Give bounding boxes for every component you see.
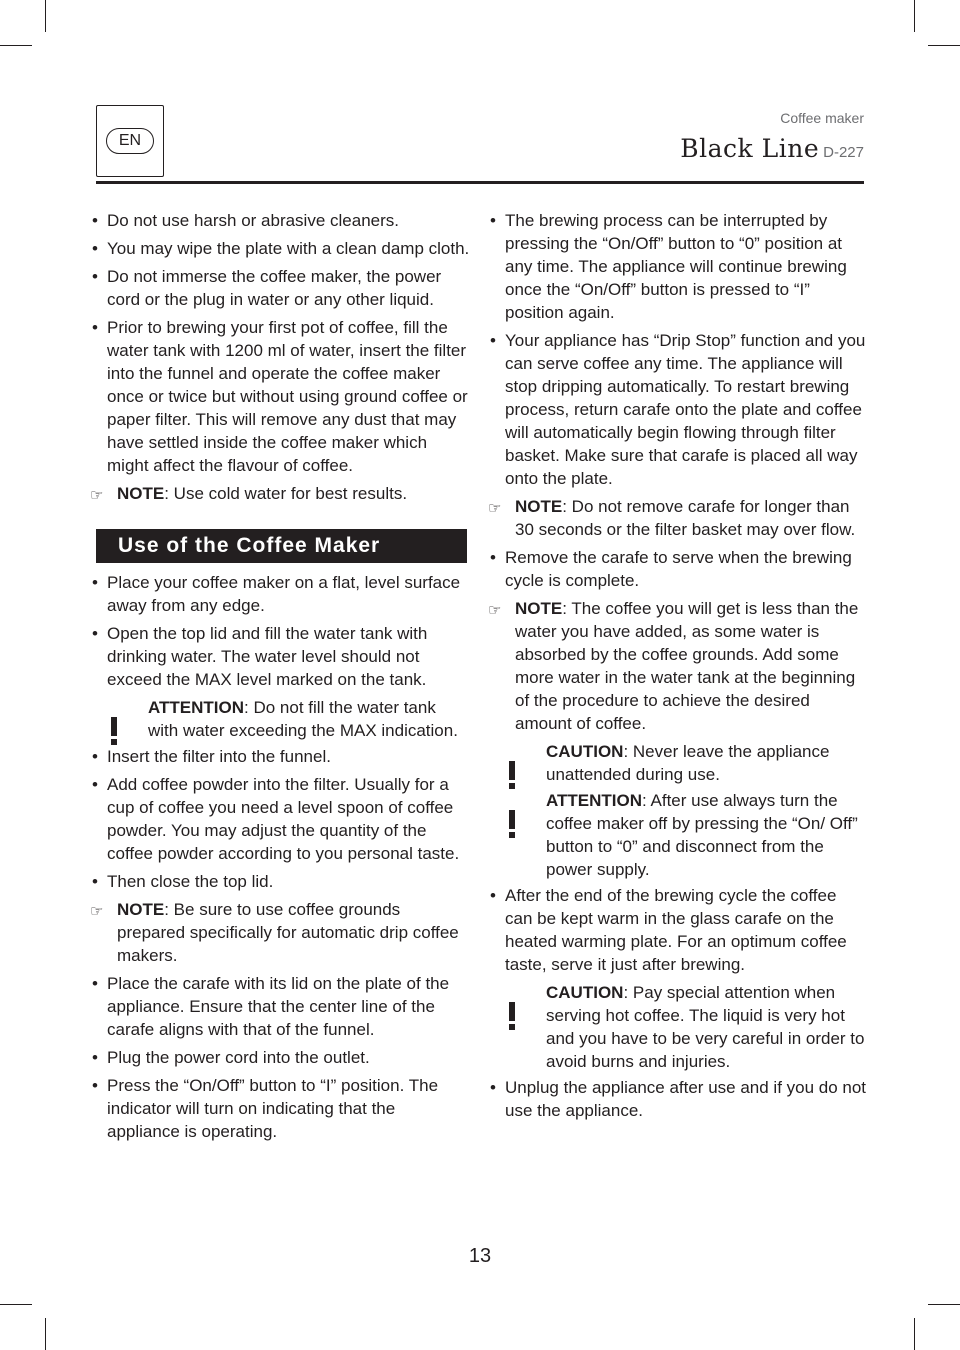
list-item: • Insert the filter into the funnel. — [92, 747, 331, 766]
list-item: • Your appliance has “Drip Stop” function and you can serve coffee any time. The appliance will stop dripping automatically. To restart brewing process, return carafe onto the plate and coffee will automatically begin flowing through filter basket. Make sure that carafe is placed all way onto the plate. — [490, 331, 866, 488]
crop-mark — [928, 1304, 960, 1305]
crop-mark — [0, 1304, 32, 1305]
product-name: Coffee maker — [780, 110, 864, 126]
crop-mark — [45, 1318, 46, 1350]
brand-name: Black Line — [680, 134, 820, 163]
caution-notice: CAUTION: Never leave the appliance unattended during use. — [488, 740, 868, 786]
pointing-hand-icon: ☞ — [90, 903, 104, 920]
list-item: • Prior to brewing your first pot of coffee, fill the water tank with 1200 ml of water, insert the filter into the funnel and operate the coffee maker once or twice but without using ground coffee or paper filter. This will remove any dust that may have settled inside the coffee maker which might affect the flavour of coffee. — [92, 318, 468, 475]
crop-mark — [45, 0, 46, 32]
warning-icon — [90, 703, 138, 749]
list-item: • Plug the power cord into the outlet. — [92, 1048, 370, 1067]
list-item: • Do not use harsh or abrasive cleaners. — [92, 211, 399, 230]
brand-logo — [680, 134, 864, 163]
note: ☞ NOTE: Do not remove carafe for longer than 30 seconds or the filter basket may over flow. — [488, 497, 856, 539]
list-item: • Then close the top lid. — [92, 872, 274, 891]
header-rule — [96, 181, 864, 184]
language-tab — [96, 105, 164, 177]
crop-mark — [914, 1318, 915, 1350]
list-item: • Place your coffee maker on a flat, level surface away from any edge. — [92, 573, 461, 615]
list-item: • Do not immerse the coffee maker, the power cord or the plug in water or any other liquid. — [92, 267, 442, 309]
caution-notice: CAUTION: Pay special attention when serving hot coffee. The liquid is very hot and you have to be very careful in order to avoid burns and injuries. — [488, 981, 868, 1073]
section-title: Use of the Coffee Maker — [96, 529, 467, 563]
crop-mark — [914, 0, 915, 32]
warning-icon — [488, 988, 536, 1034]
list-item: • Open the top lid and fill the water tank with drinking water. The water level should not exceed the MAX level marked on the tank. — [92, 624, 428, 689]
list-item: • After the end of the brewing cycle the coffee can be kept warm in the glass carafe on the heated warming plate. For an optimum coffee taste, serve it just after brewing. — [490, 886, 847, 974]
list-item: • Unplug the appliance after use and if you do not use the appliance. — [490, 1078, 867, 1120]
warning-icon — [488, 796, 536, 842]
page-number: 13 — [468, 1245, 492, 1267]
note: ☞ NOTE: The coffee you will get is less than the water you have added, as some water is absorbed by the coffee grounds. Add some more water in the water tank at the beginning of the procedure to achieve the desired amount of coffee. — [488, 599, 859, 733]
pointing-hand-icon: ☞ — [90, 487, 104, 504]
language-label: EN — [106, 128, 154, 154]
right-column — [488, 209, 868, 1127]
pointing-hand-icon: ☞ — [488, 500, 502, 517]
attention-notice: ATTENTION: Do not fill the water tank with water exceeding the MAX indication. — [90, 696, 470, 742]
note: ☞ NOTE: Use cold water for best results. — [90, 482, 470, 505]
pointing-hand-icon: ☞ — [488, 602, 502, 619]
list-item: • Add coffee powder into the filter. Usually for a cup of coffee you need a level spoon of coffee powder. You may adjust the quantity of the coffee powder according to you personal taste. — [92, 775, 460, 863]
note: ☞ NOTE: Be sure to use coffee grounds prepared specifically for automatic drip coffee makers. — [90, 900, 459, 965]
list-item: • You may wipe the plate with a clean damp cloth. — [92, 239, 470, 258]
crop-mark — [928, 45, 960, 46]
list-item: • Remove the carafe to serve when the brewing cycle is complete. — [490, 548, 852, 590]
attention-notice: ATTENTION: After use always turn the coffee maker off by pressing the “On/ Off” button to “0” and disconnect from the power supply. — [488, 789, 868, 881]
crop-mark — [0, 45, 32, 46]
list-item: • Place the carafe with its lid on the plate of the appliance. Ensure that the center line of the carafe aligns with that of the funnel. — [92, 974, 450, 1039]
model-number: D-227 — [823, 144, 864, 161]
list-item: • Press the “On/Off” button to “I” position. The indicator will turn on indicating that the appliance is operating. — [92, 1076, 439, 1141]
warning-icon — [488, 747, 536, 793]
list-item: • The brewing process can be interrupted by pressing the “On/Off” button to “0” position at any time. The appliance will continue brewing once the “On/Off” button is pressed to “I” position again. — [490, 211, 847, 322]
left-column — [90, 209, 470, 1148]
